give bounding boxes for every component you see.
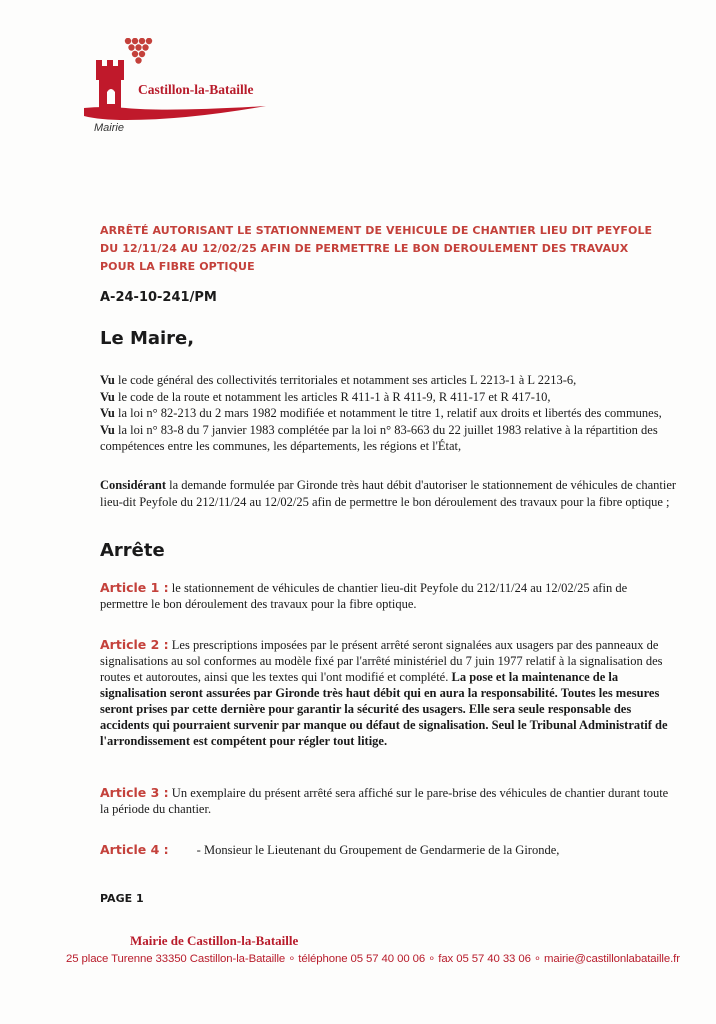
article-text: le stationnement de véhicules de chantier lieu-dit Peyfole du 212/11/24 au 12/02/25 afin de permettre le bon déroulement des travaux pour la fibre optique.	[100, 581, 628, 611]
footer-name: Mairie de Castillon-la-Bataille	[130, 933, 299, 948]
considerant-lead: Considérant	[100, 478, 166, 492]
article-3	[100, 785, 678, 817]
vu-lead: Vu	[100, 389, 115, 404]
decree-title	[100, 222, 670, 276]
vu-clause	[100, 422, 680, 455]
vu-lead: Vu	[100, 422, 115, 437]
article-label: Article 1 :	[100, 580, 169, 595]
vu-clause	[100, 372, 680, 389]
vu-text: le code de la route et notamment les articles R 411-1 à R 411-9, R 411-17 et R 417-10,	[114, 389, 551, 404]
article-text: Les prescriptions imposées par le présent arrêté seront signalées aux usagers par des panneaux de signalisations au sol conformes au modèle fixé par l'arrêté ministériel du 7 juin 1977 relatif à la signalisation des routes et autoroutes, ainsi que les textes qui l'ont modifié et complété.	[100, 638, 663, 684]
article-text: Un exemplaire du présent arrêté sera affiché sur le pare-brise des véhicules de chantier durant toute la période du chantier.	[100, 786, 669, 816]
article-bold-text: La pose et la maintenance de la signalisation seront assurées par Gironde très haut débit qui en aura la responsabilité. Toutes les mesures seront prises par cette dernière pour garantir la sécurité des usagers. Elle sera seule responsable des accidents qui pourraient survenir par manque ou défaut de signalisation. Seul le Tribunal Administratif de l'arrondissement est compétent pour régler tout litige.	[100, 670, 668, 748]
heading-le-maire: Le Maire,	[100, 328, 195, 349]
article-2	[100, 637, 678, 749]
page-number: PAGE 1	[100, 892, 144, 905]
footer-address: 25 place Turenne 33350 Castillon-la-Bataille ∘ téléphone 05 57 40 00 06 ∘ fax 05 57 40 33 06 ∘ mairie@castillonlabataille.fr	[66, 953, 680, 965]
heading-arrete: Arrête	[100, 540, 165, 561]
vu-clause	[100, 405, 680, 422]
title-line: ARRÊTÉ AUTORISANT LE STATIONNEMENT DE VEHICULE DE CHANTIER LIEU DIT PEYFOLE	[100, 224, 653, 237]
article-1	[100, 580, 678, 612]
vu-clauses	[100, 372, 680, 455]
article-text: - Monsieur le Lieutenant du Groupement de Gendarmerie de la Gironde,	[196, 843, 560, 857]
vu-text: la loi n° 83-8 du 7 janvier 1983 complétée par la loi n° 83-663 du 22 juillet 1983 relative à la répartition des compétences entre les communes, les départements, les régions et l'État,	[100, 422, 658, 453]
article-label: Article 2 :	[100, 637, 169, 652]
vu-text: le code général des collectivités territoriales et notamment ses articles L 2213-1 à L 2213-6,	[114, 373, 577, 387]
title-line: DU 12/11/24 AU 12/02/25 AFIN DE PERMETTRE LE BON DEROULEMENT DES TRAVAUX	[100, 242, 629, 255]
considerant-clause	[100, 477, 680, 510]
article-4	[100, 842, 678, 858]
article-label: Article 3 :	[100, 785, 169, 800]
considerant-text: la demande formulée par Gironde très haut débit d'autoriser le stationnement de véhicules de chantier lieu-dit Peyfole du 212/11/24 au 12/02/25 afin de permettre le bon déroulement des travaux pour la fibre optique ;	[100, 478, 677, 509]
vu-text: la loi n° 82-213 du 2 mars 1982 modifiée et notamment le titre 1, relatif aux droits et libertés des communes,	[114, 406, 662, 420]
vu-lead: Vu	[100, 373, 115, 387]
logo-subtitle: Mairie	[94, 122, 124, 134]
logo-name: Castillon-la-Bataille	[138, 82, 254, 97]
vu-clause	[100, 389, 680, 406]
reference-number: A-24-10-241/PM	[100, 290, 217, 305]
title-line: POUR LA FIBRE OPTIQUE	[100, 260, 255, 273]
article-label: Article 4 :	[100, 842, 169, 857]
vu-lead: Vu	[100, 406, 115, 420]
